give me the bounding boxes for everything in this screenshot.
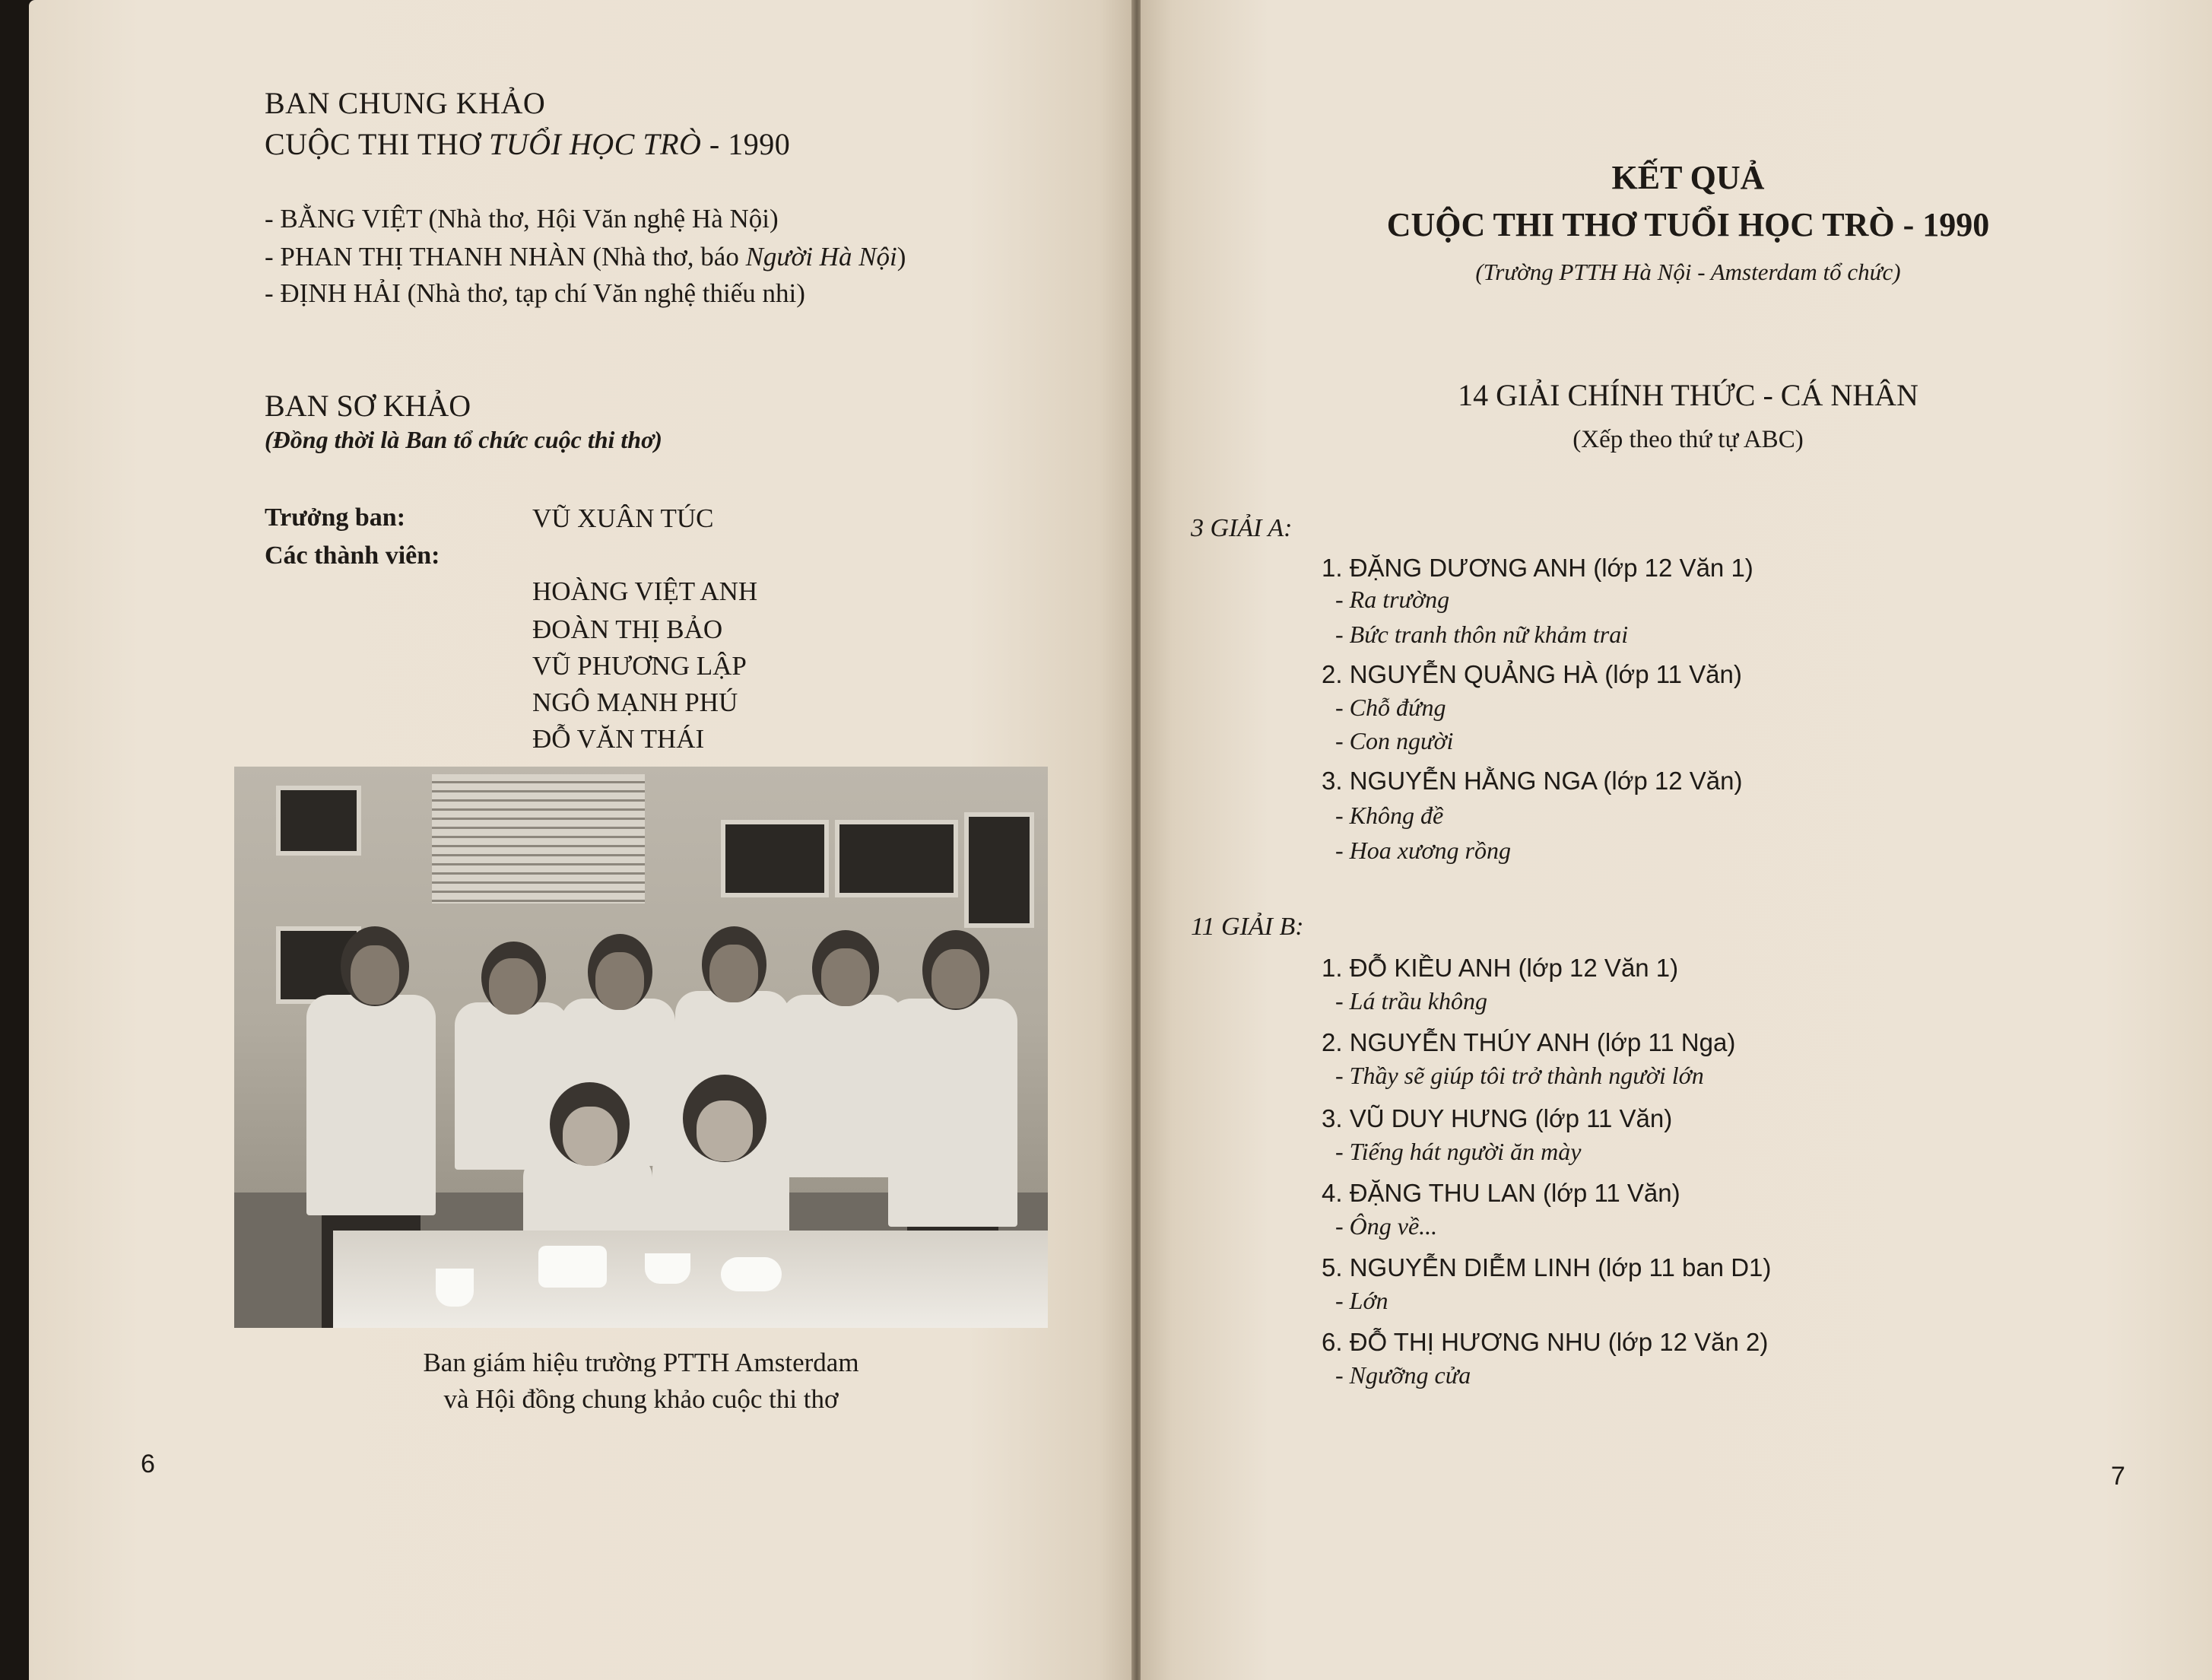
jury-member xyxy=(265,204,779,234)
jury-member-text: - ĐỊNH HẢI (Nhà thơ, tạp chí Văn nghệ thiếu nhi) xyxy=(265,278,805,308)
winner-entry: 5. NGUYỄN DIỄM LINH (lớp 11 ban D1) xyxy=(1322,1253,1772,1281)
left-page xyxy=(29,0,1133,1680)
page-number-right: 7 xyxy=(2111,1462,2125,1491)
section-order: (Xếp theo thứ tự ABC) xyxy=(1573,426,1804,453)
results-title: KẾT QUẢ xyxy=(1611,159,1765,196)
member-name: ĐOÀN THỊ BẢO xyxy=(532,615,723,644)
poem-title: - Lá trầu không xyxy=(1335,987,1487,1015)
poem-title: - Bức tranh thôn nữ khảm trai xyxy=(1335,621,1629,648)
winner-entry: 1. ĐỖ KIỀU ANH (lớp 12 Văn 1) xyxy=(1322,954,1679,982)
jury-subtitle-suffix: - 1990 xyxy=(701,127,791,161)
poem-title: - Ra trường xyxy=(1335,586,1450,613)
right-page xyxy=(1141,0,2212,1680)
jury-member xyxy=(265,242,906,272)
jury-member-text: - BẰNG VIỆT (Nhà thơ, Hội Văn nghệ Hà Nội) xyxy=(265,204,779,233)
poem-title: - Hoa xương rồng xyxy=(1335,837,1511,864)
head-name: VŨ XUÂN TÚC xyxy=(532,503,714,533)
jury-member-italic: Người Hà Nội xyxy=(745,242,897,272)
winner-entry: 2. NGUYỄN QUẢNG HÀ (lớp 11 Văn) xyxy=(1322,660,1742,688)
group-label-a: 3 GIẢI A: xyxy=(1191,514,1293,542)
poem-title: - Ông về... xyxy=(1335,1212,1438,1240)
winner-entry: 4. ĐẶNG THU LAN (lớp 11 Văn) xyxy=(1322,1179,1680,1207)
group-photo xyxy=(234,767,1048,1328)
jury-subtitle-italic: TUỔI HỌC TRÒ xyxy=(489,127,702,161)
jury-member-text: - PHAN THỊ THANH NHÀN (Nhà thơ, báo xyxy=(265,242,746,272)
jury-title: BAN CHUNG KHẢO xyxy=(265,86,546,120)
group-label-b: 11 GIẢI B: xyxy=(1191,913,1304,941)
winner-entry: 3. NGUYỄN HẰNG NGA (lớp 12 Văn) xyxy=(1322,767,1743,795)
poem-title: - Không đề xyxy=(1335,802,1444,829)
organizer-note: (Trường PTTH Hà Nội - Amsterdam tổ chức) xyxy=(1475,259,1901,285)
poem-title: - Chỗ đứng xyxy=(1335,694,1446,721)
poem-title: - Con người xyxy=(1335,727,1454,754)
preliminary-title: BAN SƠ KHẢO xyxy=(265,389,471,423)
member-name: NGÔ MẠNH PHÚ xyxy=(532,688,738,717)
page-number-left: 6 xyxy=(141,1450,155,1478)
winner-entry: 3. VŨ DUY HƯNG (lớp 11 Văn) xyxy=(1322,1104,1673,1132)
winner-entry: 1. ĐẶNG DƯƠNG ANH (lớp 12 Văn 1) xyxy=(1322,554,1753,582)
jury-subtitle xyxy=(265,126,790,162)
head-label: Trưởng ban: xyxy=(265,503,406,532)
members-label: Các thành viên: xyxy=(265,541,440,570)
jury-member-suffix: ) xyxy=(897,242,906,272)
preliminary-subtitle: (Đồng thời là Ban tổ chức cuộc thi thơ) xyxy=(265,426,662,453)
jury-member xyxy=(265,278,805,309)
section-title: 14 GIẢI CHÍNH THỨC - CÁ NHÂN xyxy=(1458,378,1918,412)
winner-entry: 6. ĐỖ THỊ HƯƠNG NHU (lớp 12 Văn 2) xyxy=(1322,1328,1769,1356)
photo-caption-line1: Ban giám hiệu trường PTTH Amsterdam xyxy=(423,1348,859,1377)
member-name: VŨ PHƯƠNG LẬP xyxy=(532,651,747,681)
poem-title: - Thầy sẽ giúp tôi trở thành người lớn xyxy=(1335,1062,1704,1089)
results-subtitle: CUỘC THI THƠ TUỔI HỌC TRÒ - 1990 xyxy=(1386,206,1990,243)
photo-caption-line2: và Hội đồng chung khảo cuộc thi thơ xyxy=(443,1384,839,1414)
jury-subtitle-prefix: CUỘC THI THƠ xyxy=(265,127,490,161)
winner-entry: 2. NGUYỄN THÚY ANH (lớp 11 Nga) xyxy=(1322,1028,1736,1056)
poem-title: - Ngưỡng cửa xyxy=(1335,1361,1471,1389)
poem-title: - Tiếng hát người ăn mày xyxy=(1335,1138,1582,1165)
member-name: ĐỖ VĂN THÁI xyxy=(532,724,705,754)
poem-title: - Lớn xyxy=(1335,1287,1388,1314)
member-name: HOÀNG VIỆT ANH xyxy=(532,576,758,606)
